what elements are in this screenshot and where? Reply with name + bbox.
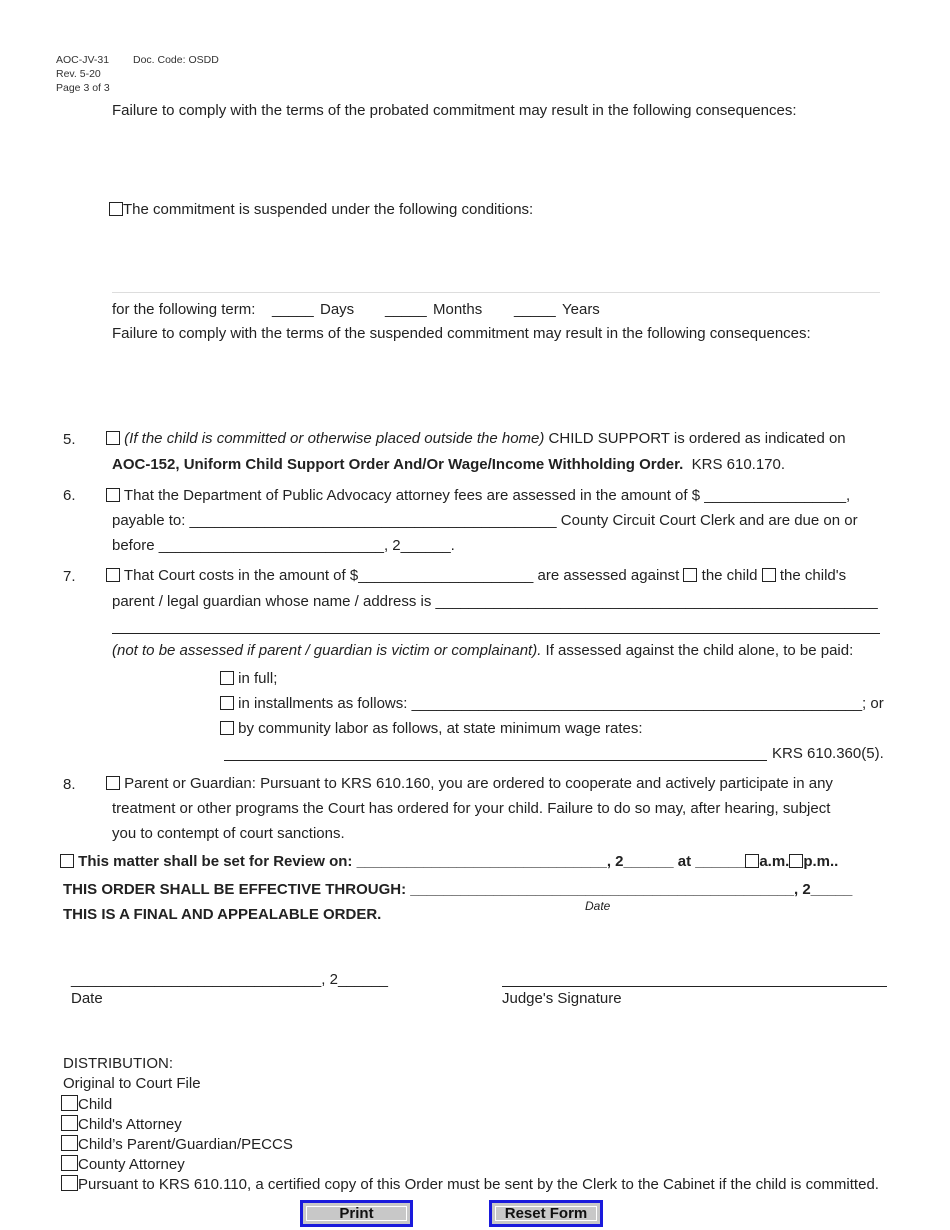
item8-line3: you to contempt of court sanctions. (112, 825, 345, 842)
distribution-label: Child’s Parent/Guardian/PECCS (78, 1136, 293, 1153)
item8-line1: Parent or Guardian: Pursuant to KRS 610.160, you are ordered to cooperate and actively participate in any (124, 775, 833, 792)
review-checkbox[interactable] (60, 854, 74, 868)
distribution-label: Child's Attorney (78, 1116, 182, 1133)
months-blank[interactable]: _____ (385, 301, 427, 318)
years-blank[interactable]: _____ (514, 301, 556, 318)
pm-label: p.m. (803, 853, 835, 870)
distribution-item (61, 1175, 879, 1194)
suspended-row (109, 201, 533, 219)
days-label: Days (320, 301, 355, 318)
distribution-item (61, 1155, 185, 1174)
installments-row (220, 695, 884, 713)
judge-signature-label: Judge's Signature (502, 990, 622, 1007)
item7-line3-text: If assessed against the child alone, to be paid: (545, 642, 854, 659)
revision: Rev. 5-20 (56, 68, 101, 80)
distribution-checkbox[interactable] (61, 1175, 78, 1191)
in-full-label: in full; (238, 670, 278, 687)
item7-line1: That Court costs in the amount of $_____________________ are assessed against (123, 567, 680, 584)
address-line[interactable] (112, 633, 880, 634)
am-checkbox[interactable] (745, 854, 759, 868)
days-blank[interactable]: _____ (272, 301, 314, 318)
suspended-checkbox[interactable] (109, 202, 123, 216)
print-button[interactable] (300, 1200, 413, 1227)
item7-line3 (112, 642, 853, 660)
distribution-checkbox[interactable] (61, 1095, 78, 1111)
installments-checkbox[interactable] (220, 696, 234, 710)
item5-number: 5. (63, 431, 76, 448)
item5-checkbox[interactable] (106, 431, 120, 445)
distribution-checkbox[interactable] (61, 1135, 78, 1151)
item6-row (106, 487, 850, 505)
effective-text: THIS ORDER SHALL BE EFFECTIVE THROUGH: ______________________________________________, 2_____ (63, 881, 853, 898)
item5-row (106, 430, 846, 448)
item5-line2 (112, 456, 785, 474)
in-full-row (220, 670, 277, 688)
divider (112, 292, 880, 293)
distribution-item (61, 1135, 293, 1154)
item8-row (106, 775, 833, 793)
judge-signature-line[interactable] (502, 986, 887, 987)
item5-krs: KRS 610.170. (691, 456, 786, 473)
item7-number: 7. (63, 568, 76, 585)
childs-checkbox[interactable] (762, 568, 776, 582)
reset-button-label: Reset Form (495, 1206, 597, 1221)
distribution-item (61, 1115, 182, 1134)
months-label: Months (433, 301, 483, 318)
item5-bold: AOC-152, Uniform Child Support Order And/Or Wage/Income Withholding Order. (112, 456, 684, 473)
probated-failure-text: Failure to comply with the terms of the probated commitment may result in the following consequences: (112, 102, 797, 119)
distribution-label: Child (78, 1096, 113, 1113)
item8-line2: treatment or other programs the Court has ordered for your child. Failure to do so may, after hearing, subject (112, 800, 831, 817)
doc-code: Doc. Code: OSDD (133, 54, 219, 66)
item5-italic: (If the child is committed or otherwise placed outside the home) (124, 430, 545, 447)
distribution-title: DISTRIBUTION: (63, 1055, 174, 1072)
community-checkbox[interactable] (220, 721, 234, 735)
am-label: a.m. (759, 853, 790, 870)
signature-date-label: Date (71, 990, 103, 1007)
in-full-checkbox[interactable] (220, 671, 234, 685)
pm-checkbox[interactable] (789, 854, 803, 868)
child-label: the child (701, 567, 758, 584)
review-text: This matter shall be set for Review on: ______________________________, 2______ at ______ (78, 853, 746, 870)
item7-row (106, 567, 846, 585)
distribution-item (61, 1095, 112, 1114)
distribution-label: County Attorney (78, 1156, 185, 1173)
page-number: Page 3 of 3 (56, 82, 110, 94)
distribution-label: Pursuant to KRS 610.110, a certified copy of this Order must be sent by the Clerk to the Cabinet if the child is committed. (78, 1176, 879, 1193)
child-checkbox[interactable] (683, 568, 697, 582)
reset-form-button[interactable] (489, 1200, 603, 1227)
print-button-label: Print (306, 1206, 407, 1221)
signature-date-line[interactable]: ______________________________, 2______ (71, 971, 388, 988)
item6-line3: before ___________________________, 2______. (112, 537, 455, 554)
childs-label: the child's (779, 567, 847, 584)
item5-text: CHILD SUPPORT is ordered as indicated on (548, 430, 846, 447)
suspended-failure-text: Failure to comply with the terms of the suspended commitment may result in the following consequences: (112, 325, 811, 342)
community-row (220, 720, 643, 738)
suspended-label: The commitment is suspended under the following conditions: (123, 201, 534, 218)
installments-label: in installments as follows: ______________________________________________________; or (238, 695, 884, 712)
item6-number: 6. (63, 487, 76, 504)
item6-line2: payable to: ____________________________________________ County Circuit Court Clerk and are due on or (112, 512, 858, 529)
distribution-original: Original to Court File (63, 1075, 201, 1092)
community-label: by community labor as follows, at state minimum wage rates: (238, 720, 643, 737)
item7-line2: parent / legal guardian whose name / address is _____________________________________________________ (112, 593, 878, 610)
review-row: This matter shall be set for Review on: ______________________________, 2______ at ______ a.m. p.m.. (60, 853, 838, 871)
item6-line1: That the Department of Public Advocacy attorney fees are assessed in the amount of $ _________________, (123, 487, 851, 504)
final-order-text: THIS IS A FINAL AND APPEALABLE ORDER. (63, 906, 382, 923)
form-id: AOC-JV-31 (56, 54, 110, 66)
date-caption: Date (585, 899, 611, 913)
item6-checkbox[interactable] (106, 488, 120, 502)
item7-checkbox[interactable] (106, 568, 120, 582)
item8-checkbox[interactable] (106, 776, 120, 790)
term-label: for the following term: (112, 301, 256, 318)
community-line[interactable] (224, 760, 767, 761)
years-label: Years (562, 301, 600, 318)
item7-krs: KRS 610.360(5). (772, 745, 884, 762)
distribution-checkbox[interactable] (61, 1115, 78, 1131)
distribution-checkbox[interactable] (61, 1155, 78, 1171)
item7-italic: (not to be assessed if parent / guardian is victim or complainant). (112, 642, 542, 659)
item8-number: 8. (63, 776, 76, 793)
